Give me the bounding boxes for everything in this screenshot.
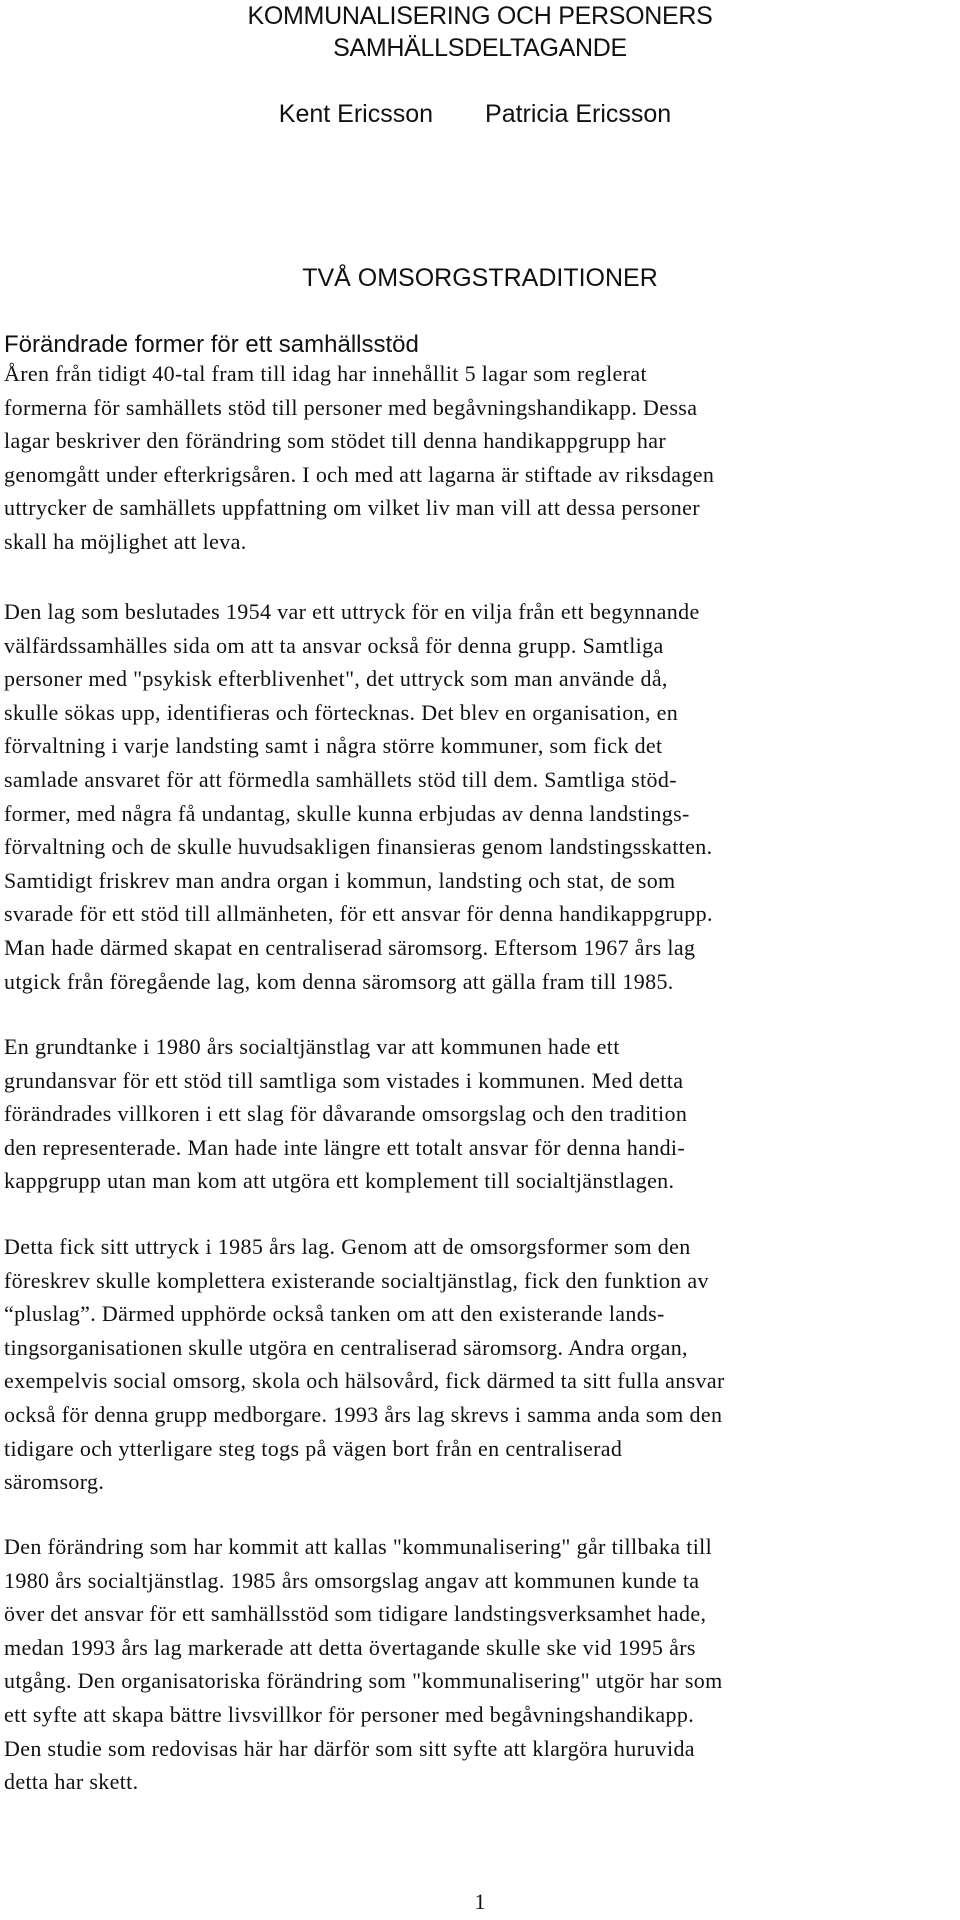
paragraph-line: personer med "psykisk efterblivenhet", det uttryck som man använde då, bbox=[4, 666, 668, 692]
paragraph-line: också för denna grupp medborgare. 1993 års lag skrevs i samma anda som den bbox=[4, 1401, 723, 1427]
body-paragraph-5 bbox=[4, 1530, 956, 1799]
paragraph-line: tingsorganisationen skulle utgöra en centraliserad säromsorg. Andra organ, bbox=[4, 1334, 688, 1360]
author-name: Patricia Ericsson bbox=[485, 100, 672, 128]
paragraph-line: den representerade. Man hade inte längre ett totalt ansvar för denna handi- bbox=[4, 1134, 686, 1160]
paragraph-line: förändrades villkoren i ett slag för dåvarande omsorgslag och den tradition bbox=[4, 1101, 688, 1127]
section-title: TVÅ OMSORGSTRADITIONER bbox=[302, 264, 658, 292]
paragraph-line: utgång. Den organisatoriska förändring som "kommunalisering" utgör har som bbox=[4, 1668, 723, 1694]
paragraph-line: säromsorg. bbox=[4, 1469, 105, 1495]
paragraph-line: former, med några få undantag, skulle kunna erbjudas av denna landstings- bbox=[4, 800, 690, 826]
paragraph-line: Den studie som redovisas här har därför som sitt syfte att klargöra huruvida bbox=[4, 1735, 695, 1761]
paragraph-line: samlade ansvaret för att förmedla samhällets stöd till dem. Samtliga stöd- bbox=[4, 766, 677, 792]
paragraph-line: skall ha möjlighet att leva. bbox=[4, 528, 247, 554]
body-paragraph-1 bbox=[4, 357, 956, 559]
paragraph-line: Den lag som beslutades 1954 var ett uttryck för en vilja från ett begynnande bbox=[4, 599, 700, 624]
body-paragraph-2 bbox=[4, 595, 956, 998]
subheading: Förändrade former för ett samhällsstöd bbox=[4, 331, 419, 358]
paragraph-line: exempelvis social omsorg, skola och hälsovård, fick därmed ta sitt fulla ansvar bbox=[4, 1368, 725, 1394]
paragraph-line: tidigare och ytterligare steg togs på vägen bort från en centraliserad bbox=[4, 1435, 623, 1461]
paragraph-line: formerna för samhällets stöd till personer med begåvningshandikapp. Dessa bbox=[4, 394, 698, 420]
paragraph-line: En grundtanke i 1980 års socialtjänstlag var att kommunen hade ett bbox=[4, 1034, 620, 1059]
paragraph-line: uttrycker de samhällets uppfattning om vilket liv man vill att dessa personer bbox=[4, 495, 700, 521]
body-paragraph-3 bbox=[4, 1030, 956, 1198]
paragraph-line: ett syfte att skapa bättre livsvillkor för personer med begåvningshandikapp. bbox=[4, 1701, 695, 1727]
page-number: 1 bbox=[474, 1889, 486, 1914]
paragraph-line: lagar beskriver den förändring som stödet till denna handikappgrupp har bbox=[4, 428, 667, 454]
paragraph-line: grundansvar för ett stöd till samtliga som vistades i kommunen. Med detta bbox=[4, 1067, 684, 1093]
document-title-line-1: KOMMUNALISERING OCH PERSONERS bbox=[247, 2, 713, 30]
paragraph-line: medan 1993 års lag markerade att detta övertagande skulle ske vid 1995 års bbox=[4, 1634, 696, 1660]
paragraph-line: Detta fick sitt uttryck i 1985 års lag. Genom att de omsorgsformer som den bbox=[4, 1234, 691, 1259]
paragraph-line: 1980 års socialtjänstlag. 1985 års omsorgslag angav att kommunen kunde ta bbox=[4, 1567, 700, 1593]
author-list bbox=[0, 99, 960, 129]
document-title-line-2: SAMHÄLLSDELTAGANDE bbox=[333, 34, 627, 62]
paragraph-line: kappgrupp utan man kom att utgöra ett komplement till socialtjänstlagen. bbox=[4, 1168, 675, 1194]
paragraph-line: Åren från tidigt 40-tal fram till idag har innehållit 5 lagar som reglerat bbox=[4, 361, 647, 386]
paragraph-line: Den förändring som har kommit att kallas "kommunalisering" går tillbaka till bbox=[4, 1534, 713, 1559]
paragraph-line: genomgått under efterkrigsåren. I och med att lagarna är stiftade av riksdagen bbox=[4, 461, 715, 487]
paragraph-line: Man hade därmed skapat en centraliserad säromsorg. Eftersom 1967 års lag bbox=[4, 934, 696, 960]
body-paragraph-4 bbox=[4, 1230, 956, 1499]
author-name: Kent Ericsson bbox=[278, 100, 434, 128]
paragraph-line: “pluslag”. Därmed upphörde också tanken om att den existerande lands- bbox=[4, 1301, 665, 1327]
paragraph-line: förvaltning och de skulle huvudsakligen finansieras genom landstingsskatten. bbox=[4, 834, 713, 860]
paragraph-line: utgick från föregående lag, kom denna säromsorg att gälla fram till 1985. bbox=[4, 968, 674, 994]
paragraph-line: föreskrev skulle komplettera existerande socialtjänstlag, fick den funktion av bbox=[4, 1267, 709, 1293]
paragraph-line: välfärdssamhälles sida om att ta ansvar också för denna grupp. Samtliga bbox=[4, 632, 664, 658]
paragraph-line: förvaltning i varje landsting samt i några större kommuner, som fick det bbox=[4, 733, 663, 759]
paragraph-line: detta har skett. bbox=[4, 1769, 139, 1795]
paragraph-line: skulle sökas upp, identifieras och förtecknas. Det blev en organisation, en bbox=[4, 699, 679, 725]
paragraph-line: svarade för ett stöd till allmänheten, för ett ansvar för denna handikappgrupp. bbox=[4, 901, 713, 927]
paragraph-line: över det ansvar för ett samhällsstöd som tidigare landstingsverksamhet hade, bbox=[4, 1601, 707, 1627]
paragraph-line: Samtidigt friskrev man andra organ i kommun, landsting och stat, de som bbox=[4, 867, 676, 893]
